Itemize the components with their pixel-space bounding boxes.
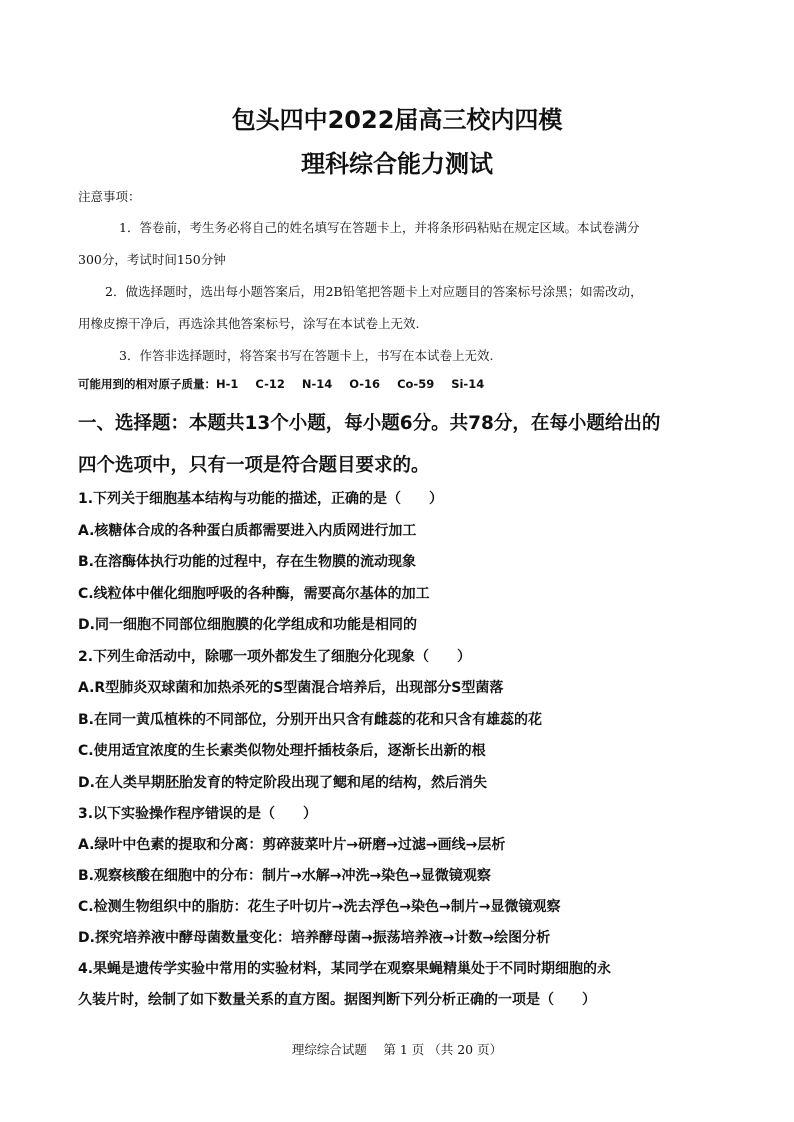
question-4-stem-line-2: 久装片时，绘制了如下数量关系的直方图。据图判断下列分析正确的一项是（ ） [78,992,596,1008]
question-2-stem: 2.下列生命活动中，除哪一项外都发生了细胞分化现象（ ） [78,649,472,665]
atomic-mass-item: Si-14 [451,377,485,391]
question-3-option-b: B.观察核酸在细胞中的分布：制片→水解→冲洗→染色→显微镜观察 [78,868,491,884]
atomic-mass-item: Co-59 [397,377,435,391]
note-item-2-line-2: 用橡皮擦干净后，再选涂其他答案标号，涂写在本试卷上无效. [78,316,420,331]
question-2-option-c: C.使用适宜浓度的生长素类似物处理扦插枝条后，逐渐长出新的根 [78,743,486,759]
question-2-option-d: D.在人类早期胚胎发育的特定阶段出现了鳃和尾的结构，然后消失 [78,775,487,791]
question-1-option-d: D.同一细胞不同部位细胞膜的化学组成和功能是相同的 [78,617,417,633]
note-item-3: 3．作答非选择题时，将答案书写在答题卡上，书写在本试卷上无效. [119,348,494,363]
question-1-option-b: B.在溶酶体执行功能的过程中，存在生物膜的流动现象 [78,554,416,570]
question-2-option-a: A.R型肺炎双球菌和加热杀死的S型菌混合培养后，出现部分S型菌落 [78,680,504,696]
atomic-mass-item: N-14 [301,377,333,391]
question-1-option-c: C.线粒体中催化细胞呼吸的各种酶，需要高尔基体的加工 [78,586,430,602]
question-2-option-b: B.在同一黄瓜植株的不同部位，分别开出只含有雌蕊的花和只含有雄蕊的花 [78,712,542,728]
question-3-option-d: D.探究培养液中酵母菌数量变化：培养酵母菌→振荡培养液→计数→绘图分析 [78,930,551,946]
atomic-mass-item: O-16 [349,377,381,391]
note-item-1-line-2: 300分，考试时间150分钟 [78,252,226,267]
atomic-mass-item: C-12 [255,377,285,391]
page-footer: 理综综合试题 第 1 页 （共 20 页） [291,1042,503,1057]
exam-title: 包头四中2022届高三校内四模 [231,106,563,134]
question-3-option-c: C.检测生物组织中的脂肪：花生子叶切片→洗去浮色→染色→制片→显微镜观察 [78,899,561,915]
question-1-option-a: A.核糖体合成的各种蛋白质都需要进入内质网进行加工 [78,523,417,539]
section-heading-line-2: 四个选项中，只有一项是符合题目要求的。 [78,455,430,476]
notes-heading: 注意事项： [78,189,141,204]
atomic-masses-label: 可能用到的相对原子质量： [78,377,216,391]
atomic-mass-item: H-1 [216,377,239,391]
question-3-stem: 3.以下实验操作程序错误的是（ ） [78,806,318,822]
question-1-stem: 1.下列关于细胞基本结构与功能的描述，正确的是（ ） [78,491,444,507]
note-item-2-line-1: 2．做选择题时，选出每小题答案后，用2B铅笔把答题卡上对应题目的答案标号涂黑；如需改动， [105,284,643,299]
exam-subtitle: 理科综合能力测试 [301,150,493,178]
note-item-1-line-1: 1．答卷前，考生务必将自己的姓名填写在答题卡上，并将条形码粘贴在规定区域。本试卷满分 [119,220,640,235]
atomic-masses [78,376,501,392]
question-3-option-a: A.绿叶中色素的提取和分离：剪碎菠菜叶片→研磨→过滤→画线→层析 [78,837,506,853]
section-heading-line-1: 一、选择题：本题共13个小题，每小题6分。共78分，在每小题给出的 [78,413,661,434]
question-4-stem-line-1: 4.果蝇是遗传学实验中常用的实验材料，某同学在观察果蝇精巢处于不同时期细胞的永 [78,961,612,977]
